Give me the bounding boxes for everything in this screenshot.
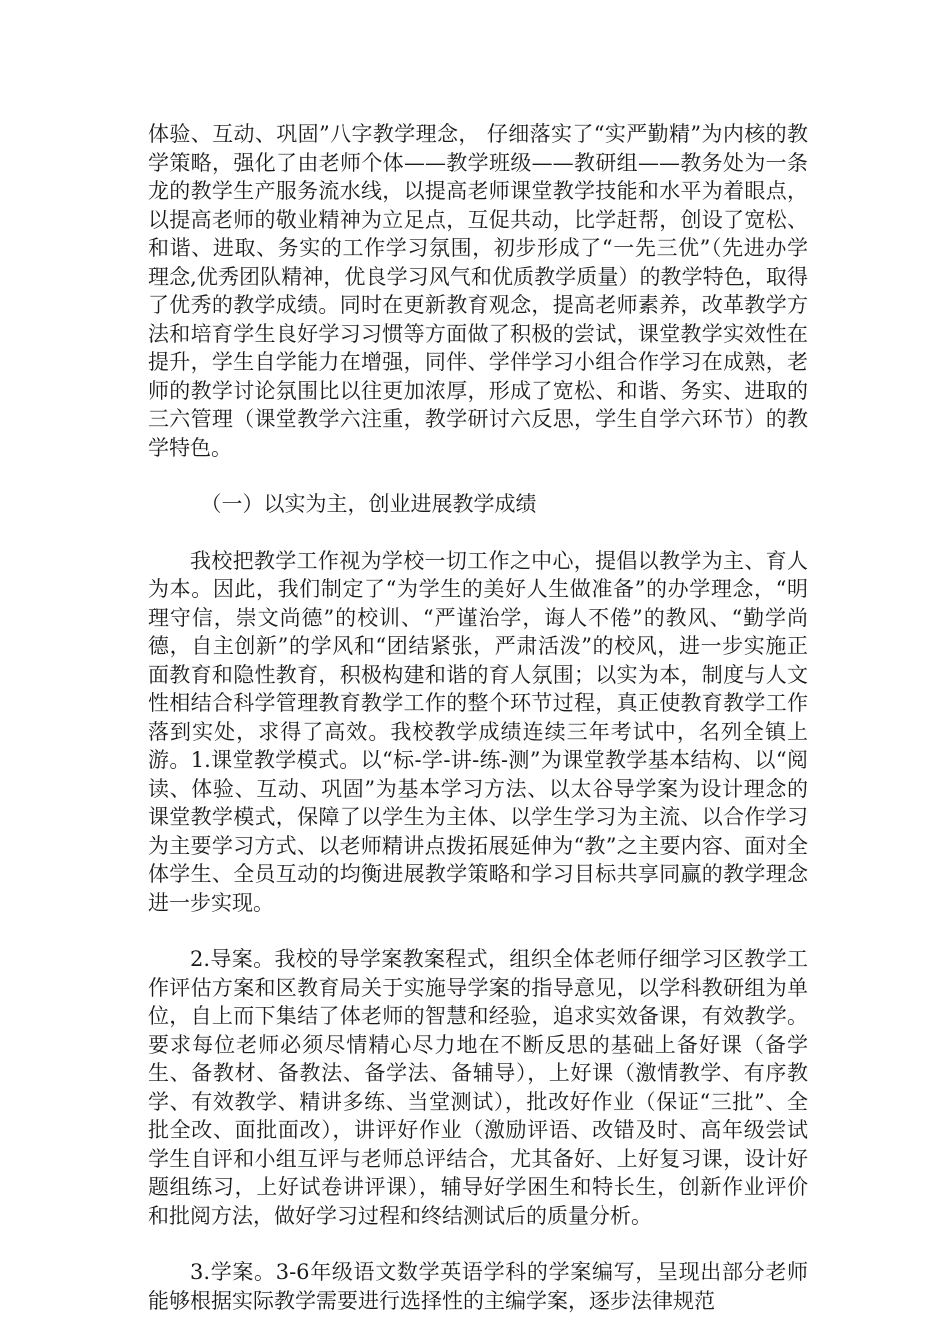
body-paragraph-2: 我校把教学工作视为学校一切工作之中心，提倡以教学为主、育人为本。因此，我们制定了“为学生的美好人生做准备”的办学理念，“明理守信，崇文尚德”的校训、“严谨治学，诲人不倦”的教风、“勤学尚德，自主创新”的学风和“团结紧张，严肃活泼”的校风，进一步实施正面教育和隐性教育，积极构建和谐的育人氛围；以实为本，制度与人文性相结合科学管理教育教学工作的整个环节过程，真正使教育教学工作落到实处，求得了高效。我校教学成绩连续三年考试中，名列全镇上游。1.课堂教学模式。以“标-学-讲-练-测”为课堂教学基本结构、以“阅读、体验、互动、巩固”为基本学习方法、以太谷导学案为设计理念的课堂教学模式，保障了以学生为主体、以学生学习为主流、以合作学习为主要学习方式、以老师精讲点拨拓展延伸为“教”之主要内容、面对全体学生、全员互动的均衡进展教学策略和学习目标共享同赢的教学理念进一步实现。 [148,548,808,915]
body-paragraph-1: 体验、互动、巩固”八字教学理念， 仔细落实了“实严勤精”为内核的教学策略，强化了由老师个体——教学班级——教研组——教务处为一条龙的教学生产服务流水线，以提高老师课堂教学技能和水平为着眼点，以提高老师的敬业精神为立足点，互促共动，比学赶帮，创设了宽松、和谐、进取、务实的工作学习氛围，初步形成了“一先三优”（先进办学理念,优秀团队精神，优良学习风气和优质教学质量）的教学特色，取得了优秀的教学成绩。同时在更新教育观念，提高老师素养，改革教学方法和培育学生良好学习习惯等方面做了积极的尝试，课堂教学实效性在提升，学生自学能力在增强，同伴、学伴学习小组合作学习在成熟，老师的教学讨论氛围比以往更加浓厚，形成了宽松、和谐、务实、进取的三六管理（课堂教学六注重，教学研讨六反思，学生自学六环节）的教学特色。 [148,122,808,460]
section-heading: （一）以实为主，创业进展教学成绩 [200,492,537,516]
document-page [148,120,808,1315]
paragraph-gap [148,462,808,490]
paragraph-gap [148,1230,808,1258]
paragraph-gap [148,917,808,945]
body-paragraph-3: 2.导案。我校的导学案教案程式，组织全体老师仔细学习区教学工作评估方案和区教育局关于实施导学案的指导意见，以学科教研组为单位，自上而下集结了体老师的智慧和经验，追求实效备课，有效教学。要求每位老师必须尽情精心尽力地在不断反思的基础上备好课（备学生、备教材、备教法、备学法、备辅导），上好课（激情教学、有序教学、有效教学、精讲多练、当堂测试），批改好作业（保证“三批”、全批全改、面批面改），讲评好作业（激励评语、改错及时、高年级尝试学生自评和小组互评与老师总评结合，尤其备好、上好复习课，设计好题组练习，上好试卷讲评课），辅导好学困生和特长生，创新作业评价和批阅方法，做好学习过程和终结测试后的质量分析。 [148,947,808,1228]
paragraph-gap [148,519,808,547]
body-paragraph-4: 3.学案。3-6年级语文数学英语学科的学案编写，呈现出部分老师能够根据实际教学需要进行选择性的主编学案，逐步法律规范 [148,1260,808,1313]
